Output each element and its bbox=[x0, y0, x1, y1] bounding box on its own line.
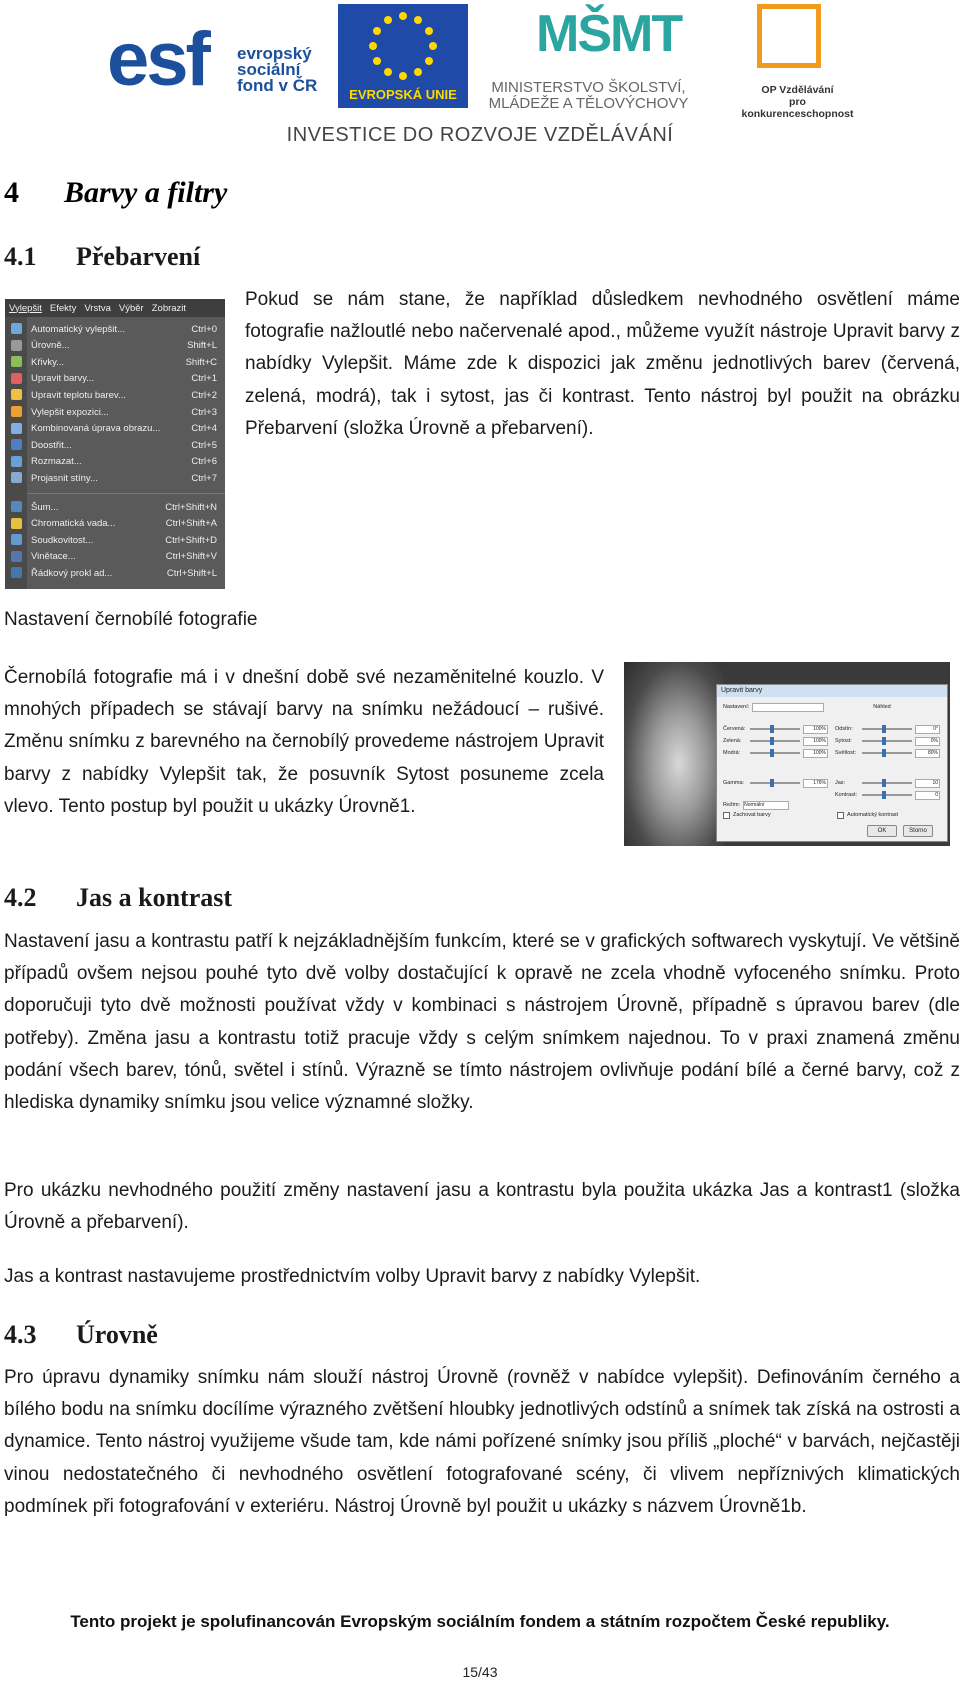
dialog-value-field: 10 bbox=[915, 779, 940, 788]
menu-item bbox=[31, 354, 217, 370]
menu-item-label: Úrovně... bbox=[31, 340, 70, 352]
para-prebarveni: Pokud se nám stane, že například důsledkem nevhodného osvětlení máme fotografie nažloutlé nebo načervenalé apod., můžeme využít nástroje Upravit barvy z nabídky Vylepšit. Máme zde k dispozici jak změnu jednotlivých barev (červená, zelená, modrá), tak i sytost, jas či kontrast. Tento nástroj byl použit na obrázku Přebarvení (složka Úrovně a přebarvení). bbox=[245, 289, 960, 439]
dialog-auto-contrast-label: Automatický kontrast bbox=[847, 812, 899, 818]
menu-item-label: Automatický vylepšit... bbox=[31, 323, 125, 335]
dialog-value-field: 0° bbox=[915, 725, 940, 734]
chapter-number: 4 bbox=[4, 176, 19, 209]
menu-item-icon bbox=[11, 567, 22, 578]
esf-mark: esf bbox=[107, 17, 208, 102]
op-text bbox=[735, 84, 860, 120]
menu-item-shortcut: Ctrl+3 bbox=[191, 406, 217, 418]
dialog-slider-label: Modrá: bbox=[723, 750, 741, 756]
menu-item-shortcut: Ctrl+5 bbox=[191, 439, 217, 451]
dialog-ok-button: OK bbox=[867, 825, 897, 837]
dialog-slider bbox=[750, 740, 800, 742]
menu-item-label: Vinětace... bbox=[31, 551, 76, 563]
eu-label: EVROPSKÁ UNIE bbox=[349, 87, 457, 102]
menu-item bbox=[31, 532, 217, 548]
dialog-value-field: 80% bbox=[915, 749, 940, 758]
menu-item-icon bbox=[11, 423, 22, 434]
op-text-line: pro konkurenceschopnost bbox=[741, 96, 854, 120]
menu-item-icon bbox=[11, 373, 22, 384]
menu-item bbox=[31, 499, 217, 515]
footer-note: Tento projekt je spolufinancován Evropským sociálním fondem a státním rozpočtem České republiky. bbox=[70, 1612, 890, 1631]
msmt-mark: MŠMT bbox=[536, 5, 682, 63]
dialog-slider bbox=[862, 752, 912, 754]
menu-item-label: Doostřit... bbox=[31, 439, 72, 451]
esf-logo bbox=[107, 4, 337, 106]
para-jas-kontrast-1: Nastavení jasu a kontrastu patří k nejzákladnějším funkcím, které se v grafických softwarech vyskytují. Ve většině případů ovšem nejsou pouhé tyto dvě volby dostačující k opravě ne zcela vhodně vyfoceného snímku. Proto doporučuji tyto dvě možnosti používat vždy v kombinaci s nástrojem Úrovně, případně s úpravou barev (dle potřeby). Změna jasu a kontrastu totiž pracuje vždy s celým snímkem najednou. To v praxi znamená změnu podání všech barev, tónů, světel i stínů. Výrazně se tímto nástrojem ovlivňuje podání bílé a černé barvy, což z hlediska dynamiky snímku jsou velice významné složky. bbox=[4, 931, 960, 1114]
menu-item-shortcut: Ctrl+7 bbox=[191, 472, 217, 484]
eu-flag-logo bbox=[338, 4, 468, 108]
section-heading-4-3 bbox=[4, 1320, 158, 1350]
para-cernobile: Černobílá fotografie má i v dnešní době své nezaměnitelné kouzlo. V mnohých případech se stávají barvy na snímku nežádoucí – rušivé. Změnu snímku z barevného na černobílý provedeme nástrojem Upravit barvy z nabídky Vylepšit tak, že posuvník Sytost posuneme zcela vlevo. Tento postup byl použit u ukázky Úrovně1. bbox=[4, 667, 604, 817]
dialog-slider-row bbox=[723, 779, 828, 787]
dialog-slider bbox=[862, 782, 912, 784]
op-text-line: OP Vzdělávání bbox=[761, 84, 834, 96]
menu-item bbox=[31, 565, 217, 581]
menu-item-shortcut: Ctrl+Shift+V bbox=[165, 551, 217, 563]
menu-item-icon bbox=[11, 356, 22, 367]
menu-item-shortcut: Ctrl+0 bbox=[191, 323, 217, 335]
menu-item-label: Soudkovitost... bbox=[31, 534, 94, 546]
section-number: 4.3 bbox=[4, 1320, 37, 1349]
menu-dropdown bbox=[5, 317, 225, 589]
dialog-slider-row bbox=[723, 725, 828, 733]
dialog-slider bbox=[750, 782, 800, 784]
dialog-slider-label: Odstín: bbox=[835, 726, 853, 732]
msmt-text bbox=[476, 80, 701, 112]
menu-item-icon bbox=[11, 439, 22, 450]
menu-item-icon bbox=[11, 551, 22, 562]
menu-bar-item: Výběr bbox=[118, 302, 144, 314]
dialog-value-field: 0 bbox=[915, 791, 940, 800]
dialog-slider-label: Světlost: bbox=[835, 750, 857, 756]
header-logos bbox=[0, 0, 960, 150]
dialog-value-field: 176% bbox=[803, 779, 828, 788]
dialog-slider-row bbox=[723, 737, 828, 745]
checkbox-icon bbox=[837, 812, 844, 819]
dialog-mode-label: Režim: bbox=[723, 802, 741, 808]
menu-bar-item: Efekty bbox=[49, 302, 77, 314]
menu-item-icon bbox=[11, 534, 22, 545]
menu-item-label: Vylepšit expozici... bbox=[31, 406, 109, 418]
op-frame-icon bbox=[757, 4, 821, 68]
menu-item-shortcut: Ctrl+2 bbox=[191, 389, 217, 401]
menu-item bbox=[31, 516, 217, 532]
menu-item-label: Upravit barvy... bbox=[31, 373, 95, 385]
section-heading-4-1 bbox=[4, 242, 200, 272]
dialog-slider-label: Červená: bbox=[723, 726, 746, 732]
section-title: Úrovně bbox=[76, 1320, 158, 1349]
dialog-slider-label: Zelená: bbox=[723, 738, 742, 744]
bw-photo bbox=[624, 662, 724, 846]
menu-item-shortcut: Ctrl+Shift+N bbox=[165, 501, 217, 513]
menu-separator bbox=[27, 493, 225, 494]
menu-item-label: Kombinovaná úprava obrazu... bbox=[31, 423, 161, 435]
dialog-slider-row bbox=[835, 725, 940, 733]
dialog-setting-row bbox=[723, 703, 891, 711]
eu-stars-icon bbox=[338, 4, 468, 84]
dialog-slider-row bbox=[835, 791, 940, 799]
section-title: Jas a kontrast bbox=[76, 883, 233, 912]
menu-item-shortcut: Ctrl+Shift+D bbox=[165, 534, 217, 546]
subheading-cernobile: Nastavení černobílé fotografie bbox=[4, 609, 258, 630]
esf-text-line: evropský bbox=[237, 44, 312, 63]
menu-item-label: Upravit teplotu barev... bbox=[31, 389, 126, 401]
menu-bar-item: Vylepšit bbox=[9, 302, 42, 314]
menu-item bbox=[31, 321, 217, 337]
dialog-slider-row bbox=[835, 737, 940, 745]
menu-item-shortcut: Ctrl+Shift+L bbox=[166, 567, 217, 579]
chapter-heading bbox=[4, 176, 227, 210]
esf-text bbox=[237, 46, 317, 94]
dialog-auto-contrast bbox=[837, 811, 898, 819]
menu-item-shortcut: Ctrl+4 bbox=[191, 423, 217, 435]
dialog-mode-row bbox=[723, 801, 789, 809]
dialog-value-field: 100% bbox=[803, 749, 828, 758]
menu-item-label: Chromatická vada... bbox=[31, 518, 116, 530]
dialog-setting-select bbox=[752, 703, 824, 712]
menu-item bbox=[31, 404, 217, 420]
vylepsit-menu-screenshot bbox=[5, 299, 225, 589]
menu-item-shortcut: Shift+C bbox=[185, 356, 217, 368]
menu-item-icon bbox=[11, 501, 22, 512]
menu-item bbox=[31, 387, 217, 403]
section-number: 4.1 bbox=[4, 242, 37, 271]
dialog-mode-select: Normální bbox=[743, 801, 789, 810]
section-title: Přebarvení bbox=[76, 242, 201, 271]
page-number: 15/43 bbox=[462, 1664, 498, 1680]
dialog-slider-row bbox=[835, 779, 940, 787]
dialog-cancel-button: Storno bbox=[903, 825, 933, 837]
menu-item bbox=[31, 454, 217, 470]
menu-item-icon bbox=[11, 340, 22, 351]
menu-item-icon bbox=[11, 518, 22, 529]
para-jas-kontrast-3: Jas a kontrast nastavujeme prostřednictvím volby Upravit barvy z nabídky Vylepšit. bbox=[4, 1266, 701, 1287]
dialog-slider bbox=[862, 728, 912, 730]
menu-item-shortcut: Shift+L bbox=[187, 340, 217, 352]
dialog-value-field: 100% bbox=[803, 737, 828, 746]
menu-item-shortcut: Ctrl+1 bbox=[191, 373, 217, 385]
menu-item-icon bbox=[11, 323, 22, 334]
menu-item bbox=[31, 437, 217, 453]
dialog-slider bbox=[750, 728, 800, 730]
dialog-setting-label: Nastavení: bbox=[723, 704, 750, 710]
menu-item-label: Řádkový prokl ad... bbox=[31, 567, 113, 579]
esf-text-line: sociální bbox=[237, 60, 301, 79]
menu-bar-item: Vrstva bbox=[84, 302, 111, 314]
para-urovne: Pro úpravu dynamiky snímku nám slouží nástroj Úrovně (rovněž v nabídce vylepšit). Definováním černého a bílého bodu na snímku docílíme výrazného zvětšení hloubky jednotlivých odstínů a snímek tak získá na ostrosti a dynamice. Tento nástroj využijeme všude tam, kde námi pořízené snímky jsou příliš „ploché“ v barvách, nejčastěji vinou nedostatečného či nevhodného osvětlení fotografované scény, či vlivem nepříznivých klimatických podmínek při fotografování v exteriéru. Nástroj Úrovně byl použit u ukázky s názvem Úrovně1b. bbox=[4, 1367, 960, 1517]
dialog-slider bbox=[750, 752, 800, 754]
dialog-slider-label: Sytost: bbox=[835, 738, 852, 744]
msmt-text-line: MLÁDEŽE A TĚLOVÝCHOVY bbox=[488, 95, 689, 112]
menu-bar-item: Zobrazit bbox=[151, 302, 187, 314]
dialog-keep-colors-label: Zachovat barvy bbox=[733, 812, 771, 818]
menu-item bbox=[31, 421, 217, 437]
menu-item-shortcut: Ctrl+6 bbox=[191, 456, 217, 468]
section-number: 4.2 bbox=[4, 883, 37, 912]
menu-item bbox=[31, 549, 217, 565]
dialog-slider-label: Jas: bbox=[835, 780, 846, 786]
dialog-window bbox=[716, 684, 948, 842]
dialog-title: Upravit barvy bbox=[717, 685, 947, 697]
menu-item-icon bbox=[11, 406, 22, 417]
menu-item-label: Projasnit stíny... bbox=[31, 472, 98, 484]
investice-banner: INVESTICE DO ROZVOJE VZDĚLÁVÁNÍ bbox=[286, 124, 674, 146]
op-logo bbox=[735, 4, 860, 120]
dialog-slider-label: Gamma: bbox=[723, 780, 745, 786]
dialog-slider-row bbox=[723, 749, 828, 757]
menu-item-label: Šum... bbox=[31, 501, 59, 513]
menu-item-label: Rozmazat... bbox=[31, 456, 82, 468]
menu-item bbox=[31, 470, 217, 486]
menu-item bbox=[31, 371, 217, 387]
para-jas-kontrast-2: Pro ukázku nevhodného použití změny nastavení jasu a kontrastu byla použita ukázka Jas a kontrast1 (složka Úrovně a přebarvení). bbox=[4, 1180, 960, 1234]
dialog-value-field: 0% bbox=[915, 737, 940, 746]
dialog-slider-row bbox=[835, 749, 940, 757]
menu-bar bbox=[5, 299, 225, 317]
menu-item-icon bbox=[11, 472, 22, 483]
dialog-slider-label: Kontrast: bbox=[835, 792, 858, 798]
msmt-logo bbox=[476, 4, 701, 114]
msmt-text-line: MINISTERSTVO ŠKOLSTVÍ, bbox=[491, 79, 686, 96]
dialog-value-field: 100% bbox=[803, 725, 828, 734]
dialog-slider bbox=[862, 794, 912, 796]
upravit-barvy-dialog-screenshot bbox=[624, 662, 950, 846]
esf-text-line: fond v ČR bbox=[237, 76, 318, 95]
dialog-keep-colors bbox=[723, 811, 771, 819]
menu-item-label: Křivky... bbox=[31, 356, 65, 368]
dialog-slider bbox=[862, 740, 912, 742]
chapter-title: Barvy a filtry bbox=[64, 176, 228, 209]
menu-item-shortcut: Ctrl+Shift+A bbox=[165, 518, 217, 530]
menu-item-icon bbox=[11, 456, 22, 467]
checkbox-icon bbox=[723, 812, 730, 819]
dialog-preview-checkbox: Náhled bbox=[873, 704, 891, 710]
section-heading-4-2 bbox=[4, 883, 232, 913]
menu-item-icon bbox=[11, 389, 22, 400]
menu-item bbox=[31, 338, 217, 354]
